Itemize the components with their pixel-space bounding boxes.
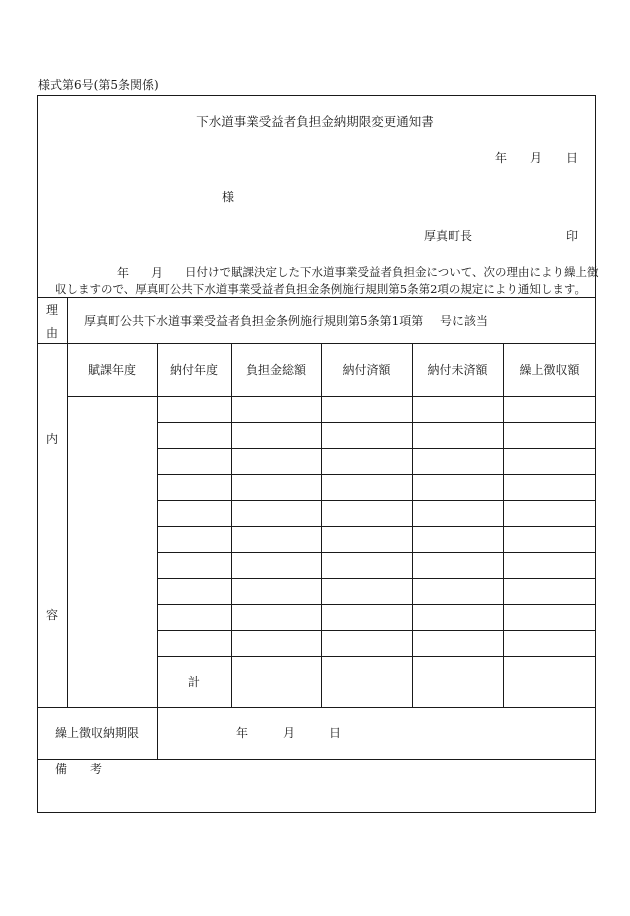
reason-text: 厚真町公共下水道事業受益者負担金条例施行規則第5条第1項第 — [84, 314, 424, 328]
table-row-line — [157, 448, 596, 449]
table-column-header: 賦課年度 — [87, 363, 136, 377]
seal-mark: 印 — [566, 229, 579, 243]
body-month: 月 — [151, 266, 164, 280]
reason-text-suffix: 号に該当 — [440, 314, 489, 328]
deadline-month: 月 — [283, 726, 296, 740]
table-column-header: 納付年度 — [169, 363, 218, 377]
deadline-bottom-line — [37, 759, 596, 760]
date-day: 日 — [566, 151, 579, 165]
remarks-label-1: 備 — [55, 762, 68, 776]
body-text-line1: 日付けで賦課決定した下水道事業受益者負担金について、次の理由により繰上徴 — [185, 265, 599, 279]
table-column-divider — [231, 343, 232, 707]
deadline-day: 日 — [329, 726, 342, 740]
table-column-divider — [412, 343, 413, 707]
table-column-header: 納付済額 — [342, 363, 391, 377]
table-column-divider — [503, 343, 504, 707]
table-row-line — [157, 604, 596, 605]
table-row-line — [157, 526, 596, 527]
total-label: 計 — [188, 675, 201, 689]
addressee-suffix: 様 — [222, 190, 235, 204]
date-month: 月 — [530, 151, 543, 165]
deadline-top-line — [37, 707, 596, 708]
table-column-divider — [321, 343, 322, 707]
reason-top-line — [37, 297, 596, 298]
table-row-line — [157, 500, 596, 501]
table-row-line — [157, 578, 596, 579]
table-row-line — [157, 422, 596, 423]
issuer-name: 厚真町長 — [424, 229, 473, 243]
document-title: 下水道事業受益者負担金納期限変更通知書 — [196, 114, 434, 129]
deadline-year: 年 — [236, 726, 249, 740]
form-number: 様式第6号(第5条関係) — [38, 78, 159, 92]
reason-label-bottom: 由 — [46, 326, 59, 340]
table-column-header: 納付未済額 — [427, 363, 488, 377]
table-row-line — [157, 552, 596, 553]
table-column-divider — [157, 343, 158, 707]
table-column-header: 繰上徴収額 — [519, 363, 580, 377]
contents-label-top: 内 — [46, 432, 59, 446]
date-year: 年 — [495, 151, 508, 165]
table-header-line — [67, 396, 596, 397]
table-row-line — [157, 474, 596, 475]
table-row-line — [157, 656, 596, 657]
table-column-header: 負担金総額 — [245, 363, 306, 377]
table-row-line — [157, 630, 596, 631]
body-year: 年 — [117, 266, 130, 280]
form-frame — [37, 95, 596, 813]
contents-label-bottom: 容 — [46, 608, 59, 622]
body-text-line2: 収しますので、厚真町公共下水道事業受益者負担金条例施行規則第5条第2項の規定により通知します。 — [55, 282, 586, 296]
deadline-label: 繰上徴収納期限 — [55, 726, 140, 740]
deadline-divider — [157, 707, 158, 759]
remarks-label-2: 考 — [90, 762, 103, 776]
reason-label-top: 理 — [46, 303, 59, 317]
